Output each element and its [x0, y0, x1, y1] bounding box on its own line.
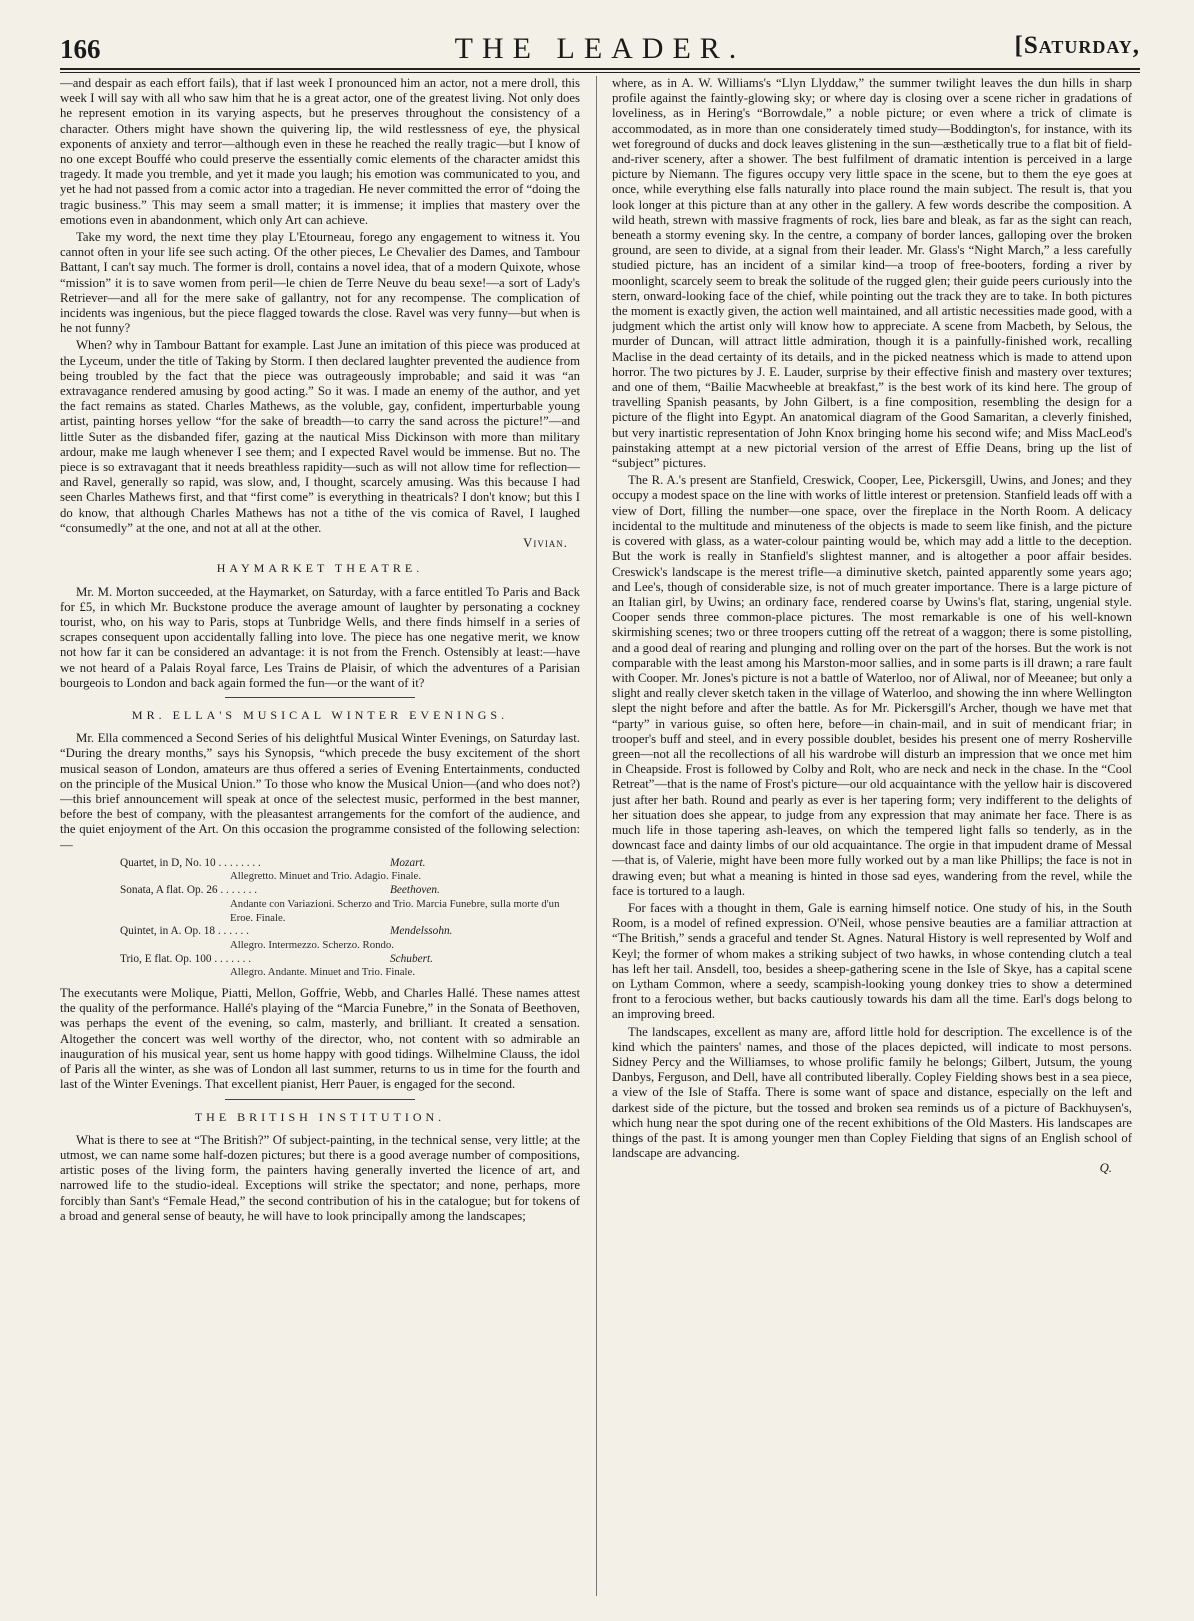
issue-day: [Saturday, [1014, 32, 1140, 59]
section-heading-british-institution: THE BRITISH INSTITUTION. [194, 1109, 446, 1124]
article-paragraph: Mr. Ella commenced a Second Series of his delightful Musical Winter Evenings, on Saturday last. “During the dreary months,” says his Synopsis, “which precede the busy excitement of the short musical season of London, amateurs are thus offered a series of Evening Entertainments, conducted on the principle of the Musical Union.” To those who know the Musical Union—(and who does not?)—this brief announcement will speak at once of the selectest music, performed in the best manner, before the best of company, with the pleasantest arrangements for the comfort of the audience, and the quiet enjoyment of the Art. On this occasion the programme consisted of the following selection:— [60, 731, 580, 852]
concert-programme [60, 857, 580, 980]
masthead [60, 30, 1140, 66]
programme-movements: Andante con Variazioni. Scherzo and Trio. Marcia Funebre, sulla morte d'un Eroe. Finale. [230, 897, 560, 924]
programme-item [60, 884, 580, 925]
section-divider [225, 697, 415, 698]
article-paragraph: The executants were Molique, Piatti, Mellon, Goffrie, Webb, and Charles Hallé. These names attest the quality of the performance. Hallé's playing of the “Marcia Funebre,” in the Sonata of Beethoven, was perhaps the event of the evening, so calm, masterly, and brilliant. It created a sensation. Altogether the concert was well worthy of the director, who, not content with so admirable an inauguration of his musical year, sent us home happy with good tidings. Wilhelmine Clauss, the idol of Paris all the winter, as she was of London all last summer, returns to us in time for the fourth and last of the Winter Evenings. That excellent pianist, Herr Pauer, is engaged for the second. [60, 986, 580, 1092]
programme-work: Quartet, in D, No. 10 . . . . . . . . [120, 856, 261, 869]
programme-composer: Schubert. [390, 952, 433, 965]
programme-item [60, 925, 580, 952]
programme-item [60, 857, 580, 884]
programme-work: Quintet, in A. Op. 18 . . . . . . [120, 925, 249, 938]
article-paragraph: The R. A.'s present are Stanfield, Creswick, Cooper, Lee, Pickersgill, Uwins, and Jones; and they occupy a modest space on the line with works of little interest or pretension. Stanfield leads off with a view of Dort, filling the number—one space, over the fireplace in the North Room. A delicacy incidental to the multitude and minuteness of the objects is made to seem like finish, and the picture is covered with glass, as a water-colour painting would be, which may add a little to the deception. But the work is really in Stanfield's slightest manner, and is altogether a poor affair besides. Creswick's landscape is the merest trifle—a diminutive sketch, painted apparently some years ago; and Lee's, though of considerable size, is not of much greater importance. There is a large picture of an Italian girl, by Uwins; an ordinary face, rendered coarse by Uwins's flat, staring, ungenial style. Cooper sends three common-place pictures. The most remarkable is one of his well-known skirmishing scenes; two or three troopers cutting off the retreat of a waggon; there is some pistolling, and a good deal of rearing and plunging and rolling over on the part of the horses. But the work is not comparable with the least among his Marston-moor sallies, and in some parts is ill drawn; a rare fault with Cooper. Mr. Jones's picture is not a battle of Waterloo, nor of Aliwal, nor of Meeanee; but only a slight and really clever sketch taken in the village of Waterloo, and showing the inn where Wellington slept the night before and after the battle. As for Mr. Pickersgill's Archer, though we have met that “party” in various guise, so often here, before—in chain-mail, and in suit of mendicant friar; in trooper's buff and steel, and in every possible doublet, besides his present one of merry Rosherville green—not all the recollections of all his wardrobe will disturb an impression that we once met him in Cheapside. Frost is followed by Colby and Rolt, who are neck and neck in the chase. In the “Cool Retreat”—that is the name of Frost's picture—our old acquaintance with the yellow hair is discovered just after her bath. Round and pearly as ever is her tapering form; very indifferent to the delights of her situation does she appear, to judge from any expression that may animate her face. There is as much life in those tapering ash-leaves, on which the tempered light falls so tenderly, as in the downcast face and dainty limbs of our old acquaintance. The orgie in that impudent drame of Messal—that is, of Valerie, might have been more fully worked out by a man like Phillips; the face is not in drawing even; but what a meaning is hinted in those sad eyes, wandering from the revel, while the face is tortured to a laugh. [612, 473, 1132, 898]
section-heading-haymarket: HAYMARKET THEATRE. [216, 561, 424, 576]
author-signature: Q. [1099, 1161, 1112, 1176]
article-paragraph: —and despair as each effort fails), that if last week I pronounced him an actor, not a mere droll, this week I will say with all who saw him that he is a great actor, one of the greatest living. Not only does he represent emotion in its varying aspects, but he preserves throughout the consistency of a character. Others might have shown the quivering lip, the wild restlessness of eye, the physical exponents of anxiety and terror—although even in these he reached the really tragic—but I know of no one except Bouffé who could preserve the essentially comic elements of the character amidst this tragedy. It made you tremble, and yet it made you laugh; his emotion was communicated to you, and yet he had not passed from a comic actor into a tragedian. He never committed the error of “doing the tragic business.” This may seem a small matter; it is immense; it implies that mastery over the emotions even in abandonment, which only Art can achieve. [60, 76, 580, 227]
section-heading-ella: MR. ELLA'S MUSICAL WINTER EVENINGS. [131, 707, 509, 722]
programme-composer: Mozart. [390, 856, 426, 869]
article-paragraph: What is there to see at “The British?” Of subject-painting, in the technical sense, very little; at the utmost, we can name some half-dozen pictures; but there is a good average number of compositions, artistic poses of the living form, the painters having generally inverted the licence of art, and narrowed life to the studio-ideal. Exceptions will strike the spectator; and none, perhaps, more forcibly than Sant's “Female Head,” the second contribution of his in the catalogue; but for tokens of a broad and general sense of beauty, he will have to look principally among the landscapes; [60, 1132, 580, 1223]
programme-movements: Allegretto. Minuet and Trio. Adagio. Finale. [230, 870, 422, 883]
right-column [612, 76, 1132, 1601]
masthead-rule-thin [60, 72, 1140, 73]
column-divider [596, 76, 597, 1596]
programme-item [60, 953, 580, 980]
programme-work: Sonata, A flat. Op. 26 . . . . . . . [120, 884, 258, 897]
paper-title: THE LEADER. [454, 32, 746, 65]
article-paragraph: When? why in Tambour Battant for example. Last June an imitation of this piece was produced at the Lyceum, under the title of Taking by Storm. I then declared laughter prevented the audience from being troubled by the fact that the piece was outrageously improbable; and said it was “an extravagance rendered amusing by good acting.” So it was. I made an enemy of the author, and yet the fact remains as stated. Charles Mathews, as the voluble, gay, confident, imperturbable young artist, painting horses yellow “for the sake of breadth—to carry the sand across the picture!”—and little Suter as the disbanded fifer, gazing at the nautical Miss Dickinson with more than military ardour, make me laugh whenever I see them; and I expected Ravel would be immense. But no. The piece is so extravagant that it needs breathless rapidity—such as will not allow time for reflection—and Ravel, generally so rapid, was slow, and, I thought, scarcely amusing. Was this because I had seen Charles Mathews first, and that “first come” is everything in theatricals? I don't know; but this I do know, that although Charles Mathews has not a tithe of the vis comica of Ravel, I laughed “consumedly” at the one, and not at all at the other. [60, 338, 580, 535]
programme-composer: Mendelssohn. [390, 925, 453, 938]
article-paragraph: Take my word, the next time they play L'Etourneau, forego any engagement to witness it. You cannot often in your life see such acting. Of the other pieces, Le Chevalier des Dames, and Tambour Battant, I can't say much. The former is droll, contains a novel idea, that of a modern Quixote, whose “mission” it is to save women from peril—le chien de Terre Neuve du beau sexe!—a sort of Lady's Retriever—and all for the mere sake of gallantry, not for any recompense. The complication of incidents was ingenious, but the piece flagged towards the close. Ravel was very funny—but when is he not funny? [60, 230, 580, 336]
article-paragraph: Mr. M. Morton succeeded, at the Haymarket, on Saturday, with a farce entitled To Paris and Back for £5, in which Mr. Buckstone produce the average amount of laughter by personating a cockney tourist, who, on his way to Paris, stops at Tunbridge Wells, and there finds himself in a series of scrapes consequent upon accidentally falling into love. The piece has one negative merit, we know not how far it can be considered an advantage: it is not from the French. Ostensibly at least:—have we not heard of a Palais Royal farce, Les Trains de Plaisir, of which the adventures of a Parisian bourgeois to London and back again formed the fun—or the want of it? [60, 584, 580, 690]
section-divider [225, 1099, 415, 1100]
left-column [60, 76, 580, 1601]
programme-composer: Beethoven. [390, 884, 440, 897]
programme-work: Trio, E flat. Op. 100 . . . . . . . [120, 952, 252, 965]
programme-movements: Allegro. Intermezzo. Scherzo. Rondo. [230, 938, 394, 951]
author-signature: Vivian. [523, 536, 568, 551]
page-number: 166 [60, 34, 101, 64]
programme-movements: Allegro. Andante. Minuet and Trio. Finale. [230, 966, 416, 979]
masthead-rule [60, 68, 1140, 70]
article-paragraph: The landscapes, excellent as many are, afford little hold for description. The excellence is of the kind which the painters' names, and those of the places depicted, will indicate to most persons. Sidney Percy and the Williamses, to whose prolific family he belongs; Gilbert, Jutsum, the young Danbys, Ferguson, and Dell, have all contributed liberally. Copley Fielding shows best in a sea piece, a view of the Isle of Staffa. There is some want of space and distance, especially on the left and darkest side of the picture, but the tossed and broken sea reminds us of a picture of Backhuysen's, which hung near the spot during one of the recent exhibitions of the Old Masters. His landscapes are things of the past. It is among younger men than Copley Fielding that signs of an English school of landscape are advancing. [612, 1024, 1132, 1161]
article-paragraph: For faces with a thought in them, Gale is earning himself notice. One study of his, in the South Room, is a model of refined expression. O'Neil, whose pensive beauties are a familiar attraction at “The British,” sends a graceful and tender St. Agnes. Natural History is well represented by Wolf and Keyl; the former of whom makes a striking subject of two hawks, in whose contending clutch a teal has left her tail. Ansdell, too, besides a sheep-gathering scene in the Isle of Skye, has a capital scene on Lytham Common, where a seedy, scampish-looking young donkey tries to show a determined front to a ferocious wether, but backs cautiously towards his dam all the time. Earl's dogs belong to an improving breed. [612, 900, 1132, 1022]
article-paragraph: where, as in A. W. Williams's “Llyn Llyddaw,” the summer twilight leaves the dun hills in sharp profile against the faintly-glowing sky; or where day is closing over a scene richer in gradations of loveliness, as in Hering's “Borrowdale,” a noble picture; or even where a trick of climate is accommodated, as in more than one considerately timed study—Boddington's, for instance, with its wet foreground of ducks and dock leaves glistening in the sun—æsthetically true to a flat bit of field-and-river scenery, after a shower. The best fulfilment of dramatic intention is perceived in a large picture by Niemann. The figures occupy very little space in the scene, but to them the eye goes at once, while everything else falls naturally into place round the main subject. The result is, that you look longer at this picture than at any other in the gallery. A few words describe the composition. A wild heath, strewn with massive fragments of rock, lies bare and bleak, as far as the sight can reach, beneath a stormy evening sky. In the centre, a company of border lances, galloping over the broken ground, are seen to divide, at a signal from their leader. Mr. Glass's “Night March,” a less carefully studied picture, has an incident of a similar kind—a troop of free-booters, fording a river by moonlight, scarcely seem to break the solitude of the rugged glen; their guide peers curiously into the stern, onward-looking face of the chief, while pointing out the track they are to take. In both pictures the moment is exactly given, the action well maintained, and all artistic necessities made good, with a judgment which the artist only will know how to appreciate. A scene from Macbeth, by Selous, the murder of Duncan, will attract little admiration, though it is a painfully-finished work, recalling Maclise in the dead certainty of its details, and in the picked neatness which is made to attend upon horror. The two pictures by J. E. Lauder, surprise by their effective finish and mastery over textures; and one of them, “Bailie Macwheeble at breakfast,” is the best work of its kind here. The group of travelling Spanish peasants, by John Gilbert, is a fine composition, resembling the design for a picture of the flight into Egypt. An anatomical diagram of the Good Samaritan, a cleverly finished, but very inartistic representation of John Knox bringing home his second wife; and Miss MacLeod's painstaking attempt at a new pictorial version of the arrest of Effie Deans, bring up the list of “subject” pictures. [612, 76, 1132, 471]
